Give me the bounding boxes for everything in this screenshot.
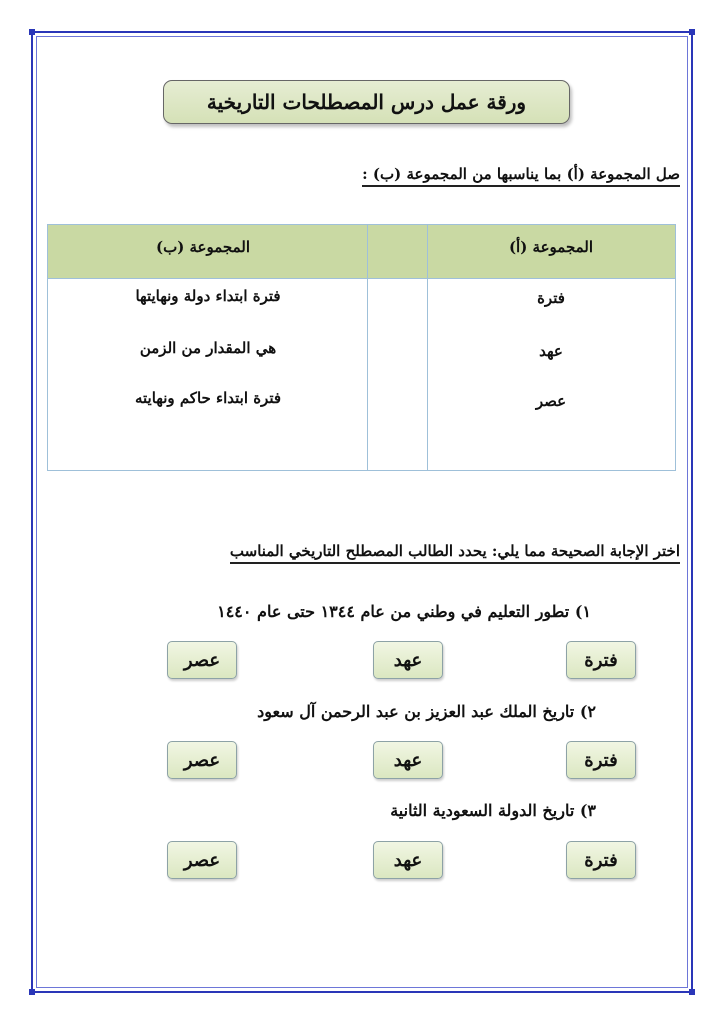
header-group-b: المجموعة (ب): [155, 238, 251, 256]
question-1: ١) تطور التعليم في وطني من عام ١٣٤٤ حتى عام ١٤٤٠: [217, 602, 591, 621]
matching-table: [47, 224, 676, 471]
option-button-asr[interactable]: عصر: [167, 741, 237, 779]
question-3: ٣) تاريخ الدولة السعودية الثانية: [390, 801, 596, 820]
group-b-item[interactable]: فترة ابتداء حاكم ونهايته: [134, 389, 282, 407]
option-button-asr[interactable]: عصر: [167, 841, 237, 879]
table-divider: [427, 225, 428, 470]
table-divider: [367, 225, 368, 470]
option-button-fatra[interactable]: فترة: [566, 741, 636, 779]
corner-ornament: [29, 29, 35, 35]
group-a-item[interactable]: عصر: [535, 392, 567, 410]
table-divider: [48, 278, 675, 279]
worksheet-title-text: ورقة عمل درس المصطلحات التاريخية: [206, 90, 527, 114]
option-button-fatra[interactable]: فترة: [566, 641, 636, 679]
group-a-item[interactable]: فترة: [537, 289, 565, 307]
group-b-item[interactable]: فترة ابتداء دولة ونهايتها: [135, 287, 281, 305]
group-b-item[interactable]: هي المقدار من الزمن: [139, 339, 277, 357]
header-group-a: المجموعة (أ): [508, 238, 594, 256]
group-a-item[interactable]: عهد: [539, 342, 563, 360]
option-button-ahd[interactable]: عهد: [373, 741, 443, 779]
option-button-asr[interactable]: عصر: [167, 641, 237, 679]
corner-ornament: [689, 989, 695, 995]
matching-instruction: صل المجموعة (أ) بما يناسبها من المجموعة (ب) :: [362, 165, 680, 187]
corner-ornament: [689, 29, 695, 35]
question-2: ٢) تاريخ الملك عبد العزيز بن عبد الرحمن آل سعود: [257, 702, 596, 721]
corner-ornament: [29, 989, 35, 995]
worksheet-title: [163, 80, 570, 124]
option-button-fatra[interactable]: فترة: [566, 841, 636, 879]
option-button-ahd[interactable]: عهد: [373, 841, 443, 879]
multiple-choice-instruction: اختر الإجابة الصحيحة مما يلي: يحدد الطالب المصطلح التاريخي المناسب: [230, 542, 680, 564]
option-button-ahd[interactable]: عهد: [373, 641, 443, 679]
